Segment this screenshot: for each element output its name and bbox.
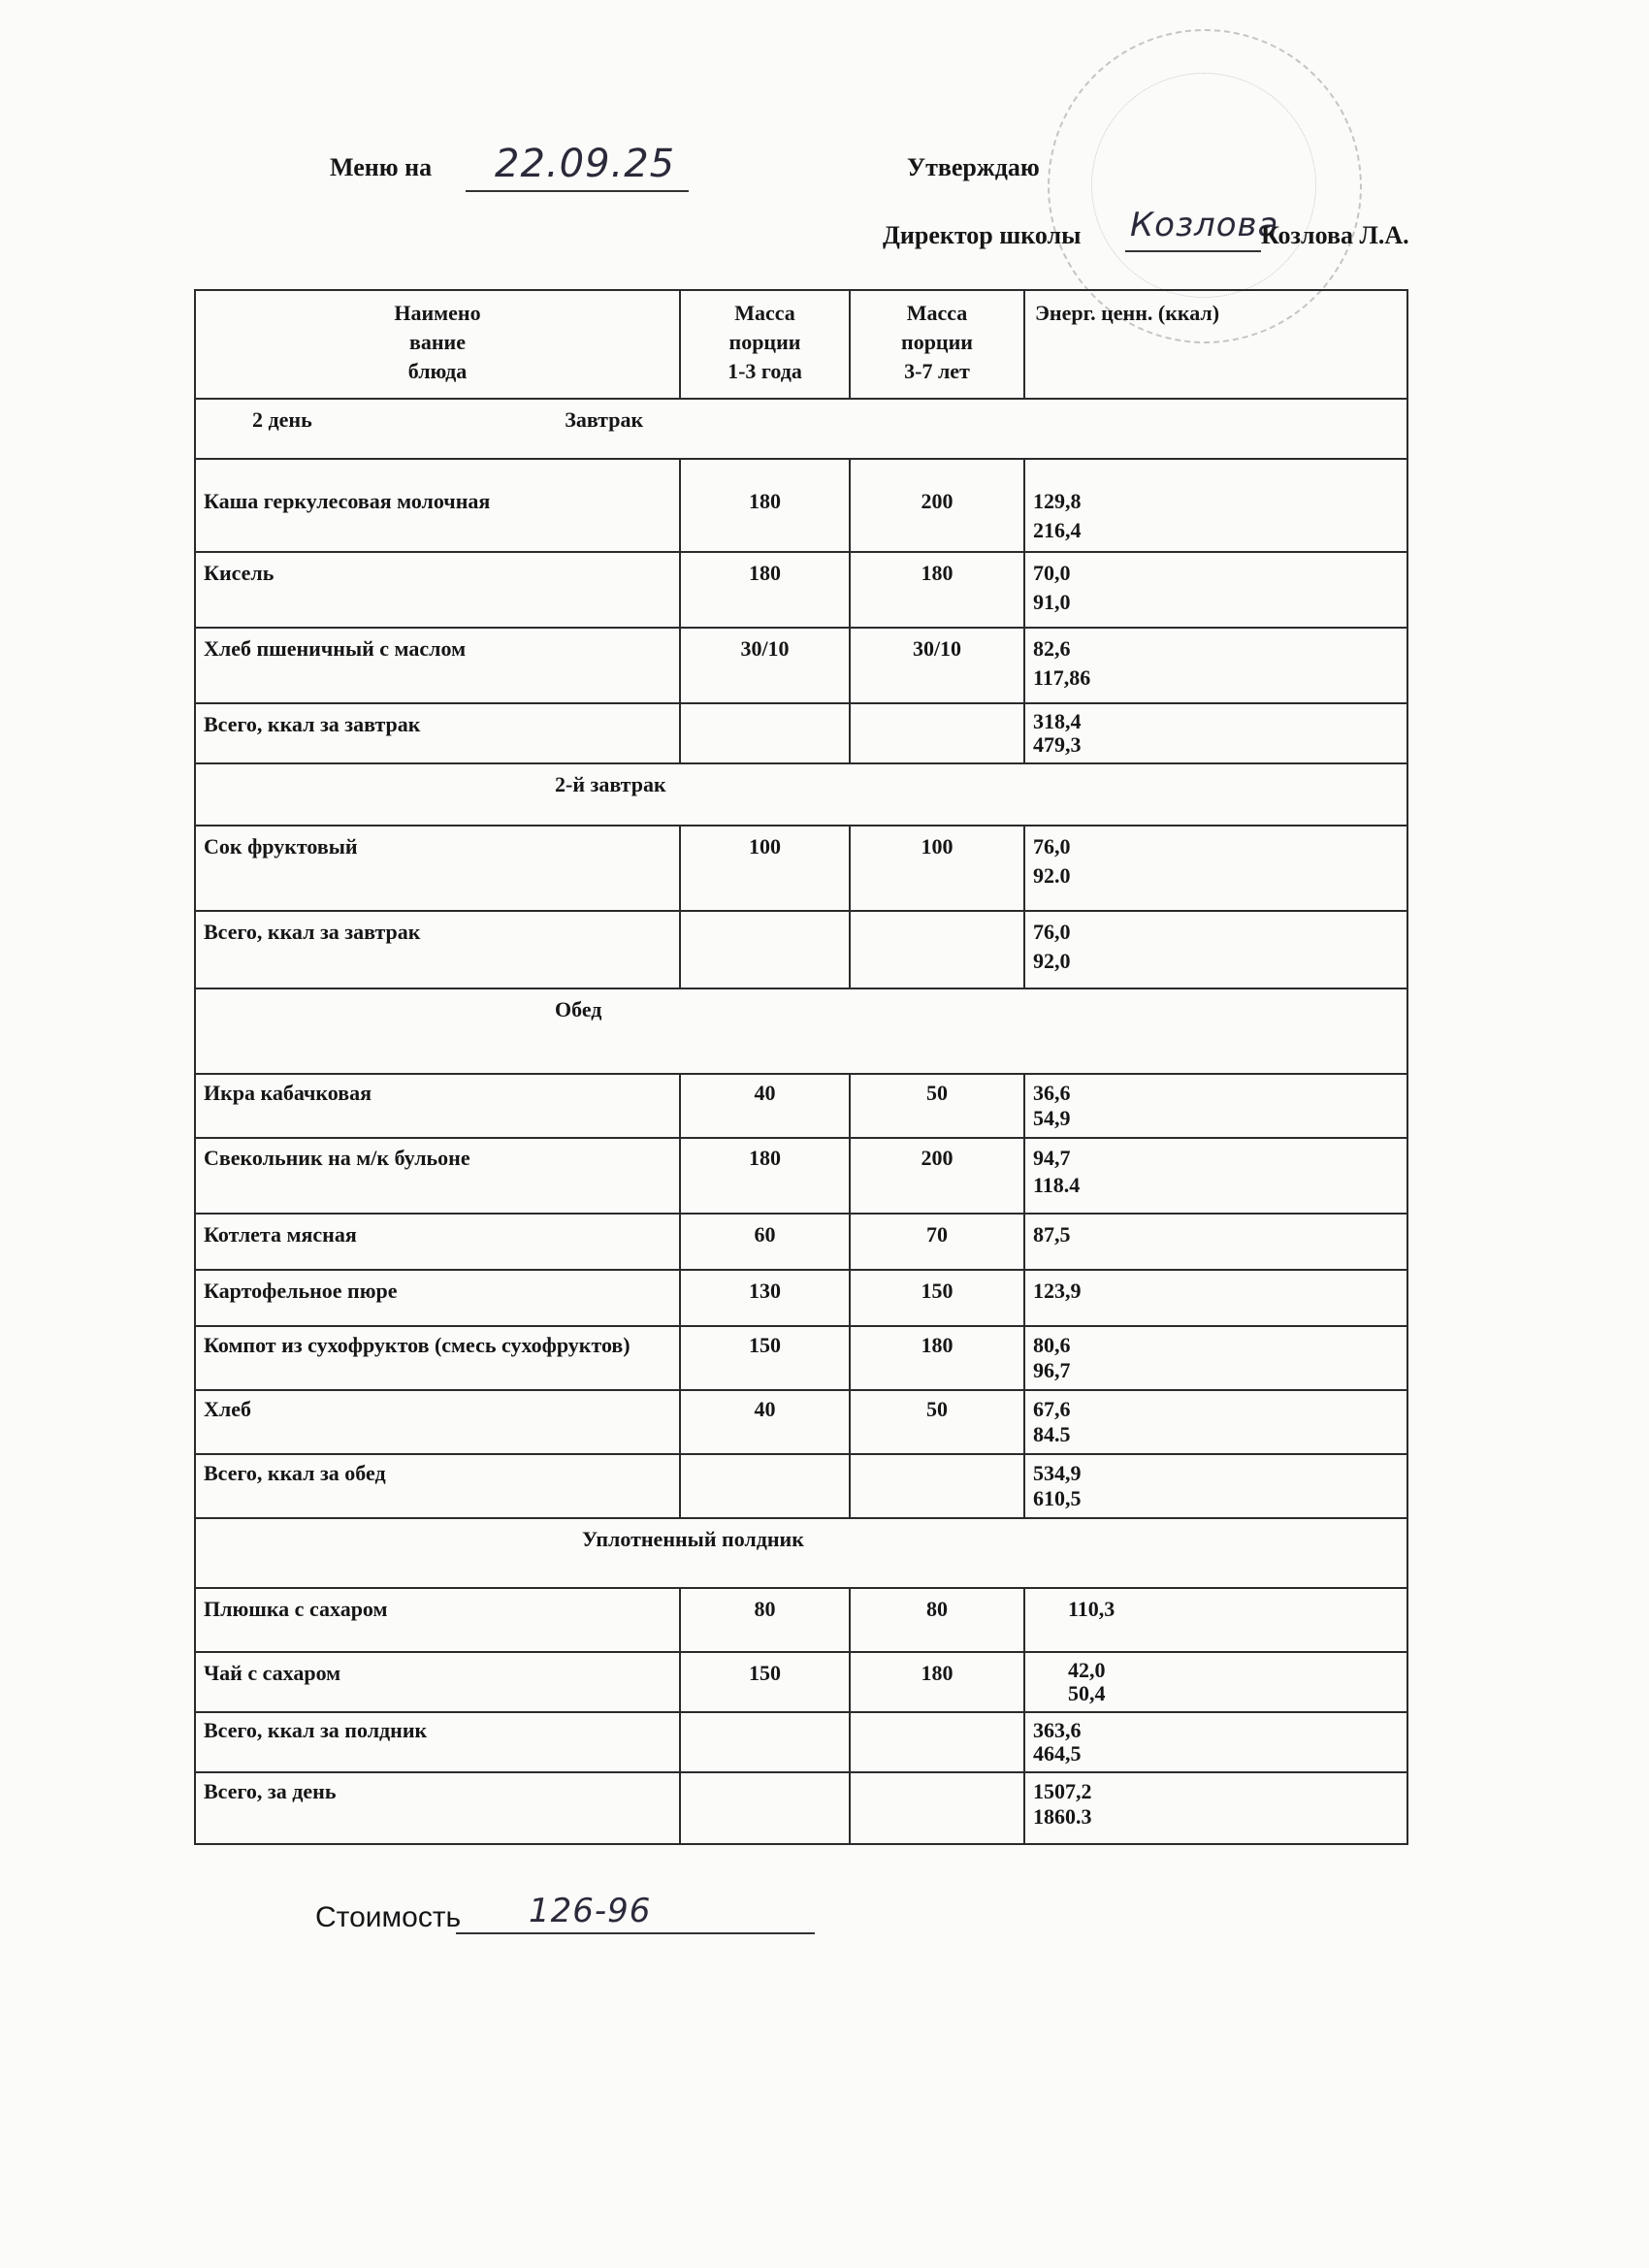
mass-1-3 [680, 1454, 850, 1518]
energy-1-3: 363,6 [1033, 1718, 1082, 1742]
energy-cell [1024, 1138, 1407, 1214]
energy-1-3: 110,3 [1068, 1597, 1116, 1621]
table-row [195, 552, 1407, 628]
director-signature: Козлова [1130, 206, 1279, 244]
section-title: Уплотненный полдник [582, 1527, 804, 1551]
energy-3-7: 92,0 [1033, 949, 1071, 973]
energy-1-3: 123,9 [1033, 1279, 1082, 1303]
mass-1-3: 40 [680, 1390, 850, 1454]
energy-1-3: 36,6 [1033, 1081, 1071, 1105]
mass-1-3: 150 [680, 1326, 850, 1390]
dish-name: Чай с сахаром [195, 1652, 680, 1712]
energy-3-7: 479,3 [1033, 732, 1082, 757]
mass-1-3: 30/10 [680, 628, 850, 703]
dish-name: Компот из сухофруктов (смесь сухофруктов) [195, 1326, 680, 1390]
table-row-day-total [195, 1772, 1407, 1844]
menu-label: Меню на [330, 153, 433, 181]
table-row [195, 459, 1407, 552]
energy-3-7: 1860.3 [1033, 1804, 1092, 1829]
energy-1-3: 76,0 [1033, 920, 1071, 944]
section-row-lunch [195, 988, 1407, 1074]
energy-1-3: 87,5 [1033, 1222, 1071, 1247]
energy-3-7: 118.4 [1033, 1173, 1081, 1197]
mass-1-3: 180 [680, 552, 850, 628]
energy-cell [1024, 1270, 1407, 1326]
table-header-row [195, 290, 1407, 399]
approve-label: Утверждаю [907, 153, 1040, 181]
mass-3-7: 50 [850, 1074, 1024, 1138]
table-row [195, 1270, 1407, 1326]
energy-cell [1024, 826, 1407, 911]
col-header-energy: Энерг. ценн. (ккал) [1024, 290, 1407, 399]
energy-1-3: 129,8 [1033, 489, 1082, 513]
energy-1-3: 318,4 [1033, 709, 1082, 733]
mass-3-7: 100 [850, 826, 1024, 911]
mass-3-7: 150 [850, 1270, 1024, 1326]
mass-1-3: 60 [680, 1214, 850, 1270]
section-row-breakfast [195, 399, 1407, 459]
dish-name: Сок фруктовый [195, 826, 680, 911]
mass-3-7: 200 [850, 1138, 1024, 1214]
energy-cell [1024, 1074, 1407, 1138]
energy-3-7: 117,86 [1033, 665, 1091, 690]
table-row [195, 1588, 1407, 1652]
energy-cell [1024, 1588, 1407, 1652]
energy-3-7: 216,4 [1033, 518, 1082, 542]
dish-name: Картофельное пюре [195, 1270, 680, 1326]
mass-3-7 [850, 1772, 1024, 1844]
mass-3-7 [850, 703, 1024, 763]
energy-1-3: 67,6 [1033, 1397, 1071, 1421]
mass-1-3 [680, 1712, 850, 1772]
table-row-total [195, 911, 1407, 988]
energy-cell [1024, 1772, 1407, 1844]
energy-1-3: 82,6 [1033, 636, 1071, 661]
dish-name: Плюшка с сахаром [195, 1588, 680, 1652]
energy-3-7: 610,5 [1033, 1486, 1082, 1510]
table-row [195, 1138, 1407, 1214]
energy-1-3: 42,0 [1068, 1658, 1106, 1682]
mass-1-3: 180 [680, 459, 850, 552]
director-label: Директор школы [883, 221, 1082, 249]
mass-3-7 [850, 911, 1024, 988]
date-underline [466, 190, 689, 192]
energy-3-7: 50,4 [1068, 1681, 1106, 1705]
table-row [195, 1074, 1407, 1138]
mass-1-3 [680, 1772, 850, 1844]
energy-cell [1024, 1652, 1407, 1712]
energy-3-7: 84.5 [1033, 1422, 1071, 1446]
energy-1-3: 80,6 [1033, 1333, 1071, 1357]
energy-cell [1024, 1390, 1407, 1454]
menu-date: 22.09.25 [495, 142, 676, 186]
energy-3-7: 96,7 [1033, 1358, 1071, 1382]
table-row [195, 1652, 1407, 1712]
stamp-seal-inner [1091, 73, 1316, 298]
table-row [195, 1214, 1407, 1270]
col-header-mass-1-3: Масса порции 1-3 года [680, 290, 850, 399]
energy-cell [1024, 911, 1407, 988]
table-row-total [195, 1454, 1407, 1518]
energy-3-7: 91,0 [1033, 590, 1071, 614]
signature-line [1125, 250, 1261, 252]
mass-1-3: 80 [680, 1588, 850, 1652]
energy-3-7: 92.0 [1033, 863, 1071, 888]
mass-3-7: 180 [850, 1326, 1024, 1390]
mass-3-7: 200 [850, 459, 1024, 552]
director-name: Козлова Л.А. [1261, 221, 1409, 249]
menu-table [194, 289, 1408, 1845]
total-label: Всего, ккал за завтрак [195, 911, 680, 988]
energy-cell [1024, 552, 1407, 628]
day-total-label: Всего, за день [195, 1772, 680, 1844]
cost-label: Стоимость [315, 1901, 462, 1933]
mass-1-3: 40 [680, 1074, 850, 1138]
mass-3-7: 50 [850, 1390, 1024, 1454]
energy-cell [1024, 628, 1407, 703]
table-row [195, 1326, 1407, 1390]
dish-name: Хлеб [195, 1390, 680, 1454]
energy-cell [1024, 1454, 1407, 1518]
section-title: Обед [555, 997, 602, 1021]
mass-1-3: 150 [680, 1652, 850, 1712]
table-row [195, 826, 1407, 911]
mass-1-3: 100 [680, 826, 850, 911]
energy-3-7: 464,5 [1033, 1741, 1082, 1766]
section-row-snack [195, 1518, 1407, 1588]
day-label: 2 день [252, 407, 312, 432]
cost-value: 126-96 [529, 1892, 652, 1930]
col-header-name: Наимено вание блюда [195, 290, 680, 399]
total-label: Всего, ккал за завтрак [195, 703, 680, 763]
mass-1-3: 130 [680, 1270, 850, 1326]
section-row-second-breakfast [195, 763, 1407, 826]
table-row [195, 1390, 1407, 1454]
section-title: 2-й завтрак [555, 772, 666, 796]
mass-1-3 [680, 911, 850, 988]
energy-1-3: 94,7 [1033, 1146, 1071, 1170]
dish-name: Каша геркулесовая молочная [195, 459, 680, 552]
total-label: Всего, ккал за обед [195, 1454, 680, 1518]
energy-cell [1024, 1712, 1407, 1772]
table-row [195, 628, 1407, 703]
mass-3-7: 80 [850, 1588, 1024, 1652]
energy-cell [1024, 703, 1407, 763]
table-row-total [195, 703, 1407, 763]
energy-1-3: 70,0 [1033, 561, 1071, 585]
energy-3-7: 54,9 [1033, 1106, 1071, 1130]
energy-1-3: 534,9 [1033, 1461, 1082, 1485]
dish-name: Хлеб пшеничный с маслом [195, 628, 680, 703]
total-label: Всего, ккал за полдник [195, 1712, 680, 1772]
mass-1-3 [680, 703, 850, 763]
mass-3-7: 180 [850, 1652, 1024, 1712]
mass-3-7 [850, 1712, 1024, 1772]
dish-name: Свекольник на м/к бульоне [195, 1138, 680, 1214]
mass-3-7 [850, 1454, 1024, 1518]
energy-cell [1024, 459, 1407, 552]
mass-3-7: 180 [850, 552, 1024, 628]
cost-underline [456, 1932, 815, 1934]
dish-name: Кисель [195, 552, 680, 628]
table-row-total [195, 1712, 1407, 1772]
dish-name: Икра кабачковая [195, 1074, 680, 1138]
energy-1-3: 76,0 [1033, 834, 1071, 859]
dish-name: Котлета мясная [195, 1214, 680, 1270]
energy-1-3: 1507,2 [1033, 1779, 1092, 1803]
mass-1-3: 180 [680, 1138, 850, 1214]
energy-cell [1024, 1214, 1407, 1270]
mass-3-7: 70 [850, 1214, 1024, 1270]
mass-3-7: 30/10 [850, 628, 1024, 703]
section-title: Завтрак [565, 407, 644, 432]
col-header-mass-3-7: Масса порции 3-7 лет [850, 290, 1024, 399]
energy-cell [1024, 1326, 1407, 1390]
